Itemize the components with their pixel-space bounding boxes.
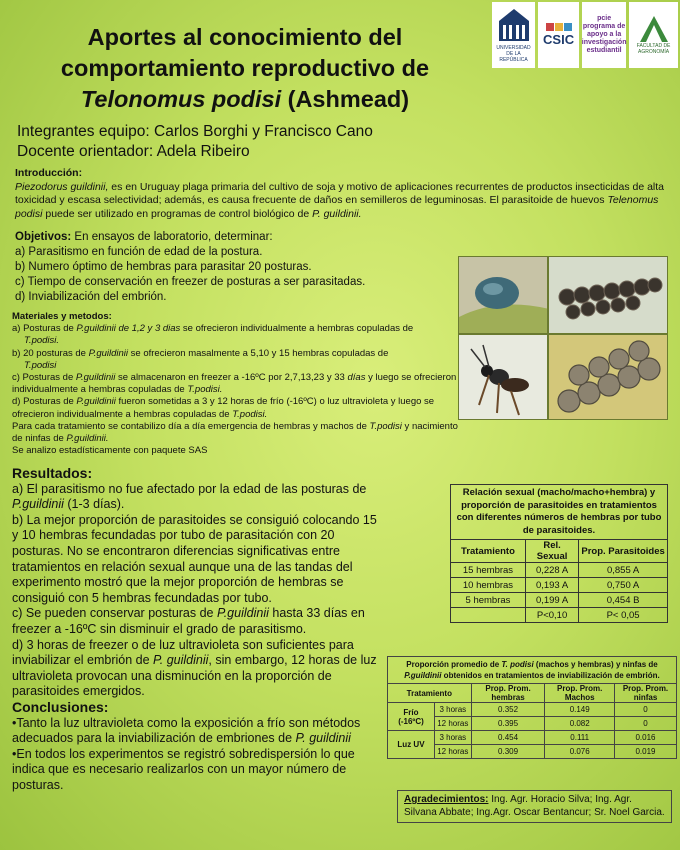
title-line-3 [10, 84, 480, 115]
results-section [12, 466, 384, 793]
acknowledgements: Agradecimientos: Ing. Agr. Horacio Silva; Ing. Agr. Silvana Abbate; Ing.Agr. Oscar Bentancur; Sr. Noel Garcia. [397, 790, 672, 823]
table1-caption: Relación sexual (macho/macho+hembra) y proporción de parasitoides en tratamientos con diferentes números de hembras por tubo de parasitoides. [451, 485, 668, 540]
embryo-inviability-table [387, 656, 677, 759]
table2-header: Prop. Prom. hembras [471, 684, 545, 703]
parasitoid-wasp-photo [458, 334, 548, 420]
table1-header: Rel. Sexual [525, 540, 578, 563]
result-b: b) La mejor proporción de parasitoides se consiguió colocando 15 y 10 hembras fecundadas por tubo de parasitación con 20 posturas. No se encontraron diferencias significativas entre tratamientos en relación sexual aunque una de las tandas del experimento mostró que la mejor proporción de hembras se consiguió con 5 hembras fecundadas por tubo. [12, 512, 377, 605]
parasitized-eggs-photo [548, 334, 668, 420]
table-row: 12 horas 0.309 0.076 0.019 [388, 745, 677, 759]
title-line-1: Aportes al conocimiento del [87, 24, 403, 50]
agronomia-logo: FACULTAD DE AGRONOMÍA [629, 2, 678, 68]
csic-logo: CSIC [538, 2, 579, 68]
csic-squares-icon [546, 23, 572, 31]
objective-item: b) Numero óptimo de hembras para parasitar 20 posturas. [15, 261, 312, 273]
objective-item: c) Tiempo de conservación en freezer de posturas a ser parasitadas. [15, 276, 366, 288]
materials-methods [12, 311, 462, 457]
udelar-logo: UNIVERSIDAD DE LA REPÚBLICA [492, 2, 535, 68]
results-heading: Resultados: [12, 465, 93, 481]
intro-heading: Introducción: [15, 167, 83, 179]
title-line-2: comportamiento reproductivo de [60, 55, 430, 81]
table-row: 10 hembras 0,193 A 0,750 A [451, 578, 668, 593]
pcie-logo: pcie programa de apoyo a la investigación estudiantil [582, 2, 626, 68]
title-author: (Ashmead) [281, 86, 410, 112]
table2-header: Tratamiento [388, 684, 472, 703]
method-a: a) Posturas de P.guildinii de 1,2 y 3 dias se ofrecieron individualmente a hembras copuladas de T.podisi. [12, 323, 414, 347]
table-row: Luz UV 3 horas 0.454 0.111 0.016 [388, 731, 677, 745]
conclusion-2: •En todos los experimentos se registró sobredispersión lo que indica que es necesario realizarlos con un mayor número de posturas. [12, 746, 355, 792]
table1-header: Prop. Parasitoides [579, 540, 668, 563]
result-c: c) Se pueden conservar posturas de P.guildinii hasta 33 días en freezer a -16ºC sin disminuir el grado de parasitismo. [12, 606, 365, 636]
team-advisor: Docente orientador: Adela Ribeiro [17, 143, 250, 160]
table-row: Frío (-16ºC) 3 horas 0.352 0.149 0 [388, 703, 677, 717]
table1-header: Tratamiento [451, 540, 526, 563]
method-f: Se analizo estadísticamente con paquete SAS [12, 445, 208, 457]
objectives-heading: Objetivos: [15, 231, 72, 243]
conclusion-1: •Tanto la luz ultravioleta como la exposición a frío son métodos adecuados para la inviabilización de embriones de P. guildinii [12, 715, 361, 746]
introduction: Introducción: Piezodorus guildinii, es en Uruguay plaga primaria del cultivo de soja y motivo de aplicaciones recurrentes de productos insecticidas de alta toxicidad y escasa selectividad; además, es causa frecuente de daños en semilleros de leguminosas. El parasitoide de huevos Telenomus podisi puede ser utilizado en programas de control biológico de P. guildinii. [15, 167, 665, 220]
udelar-building-icon [497, 7, 531, 45]
table-row: 5 hembras 0,199 A 0,454 B [451, 593, 668, 608]
objective-item: a) Parasitismo en función de edad de la postura. [15, 246, 263, 258]
egg-mass-photo [548, 256, 668, 334]
title-species: Telonomus podisi [80, 86, 282, 112]
table2-header: Prop. Prom. ninfas [614, 684, 676, 703]
result-d: d) 3 horas de freezer o de luz ultravioleta son suficientes para inviabilizar el embrión de P. guildinii, sin embargo, 12 horas de luz ultravioleta provocan una disminución en la proporción de parasitoides emergidos. [12, 637, 377, 699]
methods-heading: Materiales y metodos: [12, 311, 112, 322]
result-a: a) El parasitismo no fue afectado por la edad de las posturas de P.guildinii (1-3 días). [12, 481, 367, 512]
stink-bug-photo [458, 256, 548, 334]
table2-header: Prop. Prom. Machos [545, 684, 615, 703]
ack-heading: Agradecimientos: [404, 794, 489, 805]
logo-strip [492, 2, 678, 68]
conclusions-heading: Conclusiones: [12, 698, 109, 715]
table-row: P<0,10 P< 0,05 [451, 608, 668, 623]
objective-item: d) Inviabilización del embrión. [15, 291, 167, 303]
method-c: c) Posturas de P.guildinii se almacenaron en freezer a -16ºC por 2,7,13,23 y 33 días y luego se ofrecieron individualmente a hembras copuladas de T.podisi. [12, 372, 457, 396]
table-row: 15 hembras 0,228 A 0,855 A [451, 563, 668, 578]
agronomia-leaf-icon [639, 15, 669, 43]
objectives: Objetivos: En ensayos de laboratorio, determinar: a) Parasitismo en función de edad de la postura. b) Numero óptimo de hembras para parasitar 20 posturas. c) Tiempo de conservación en freezer de posturas a ser parasitadas. d) Inviabilización del embrión. [15, 231, 366, 303]
sex-ratio-table [450, 484, 668, 623]
poster-title [10, 22, 480, 115]
method-d: d) Posturas de P.guildinii fueron sometidas a 3 y 12 horas de frío (-16ºC) o luz ultravioleta y luego se ofrecieron individualmente a hembras copuladas de T.podisi. [12, 396, 435, 420]
method-e: Para cada tratamiento se contabilizo día a día emergencia de hembras y machos de T.podisi y nacimiento de ninfas de P.guildinii. [12, 420, 458, 445]
table2-caption: Proporción promedio de T. podisi (machos y hembras) y ninfas de P.guildinii obtenidos en tratamientos de inviabilización de embrión. [388, 657, 677, 684]
team-members: Integrantes equipo: Carlos Borghi y Francisco Cano [17, 123, 373, 140]
table-row: 12 horas 0.395 0.082 0 [388, 717, 677, 731]
method-b: b) 20 posturas de P.guildinii se ofrecieron masalmente a 5,10 y 15 hembras copuladas de T.podisi [12, 347, 389, 371]
